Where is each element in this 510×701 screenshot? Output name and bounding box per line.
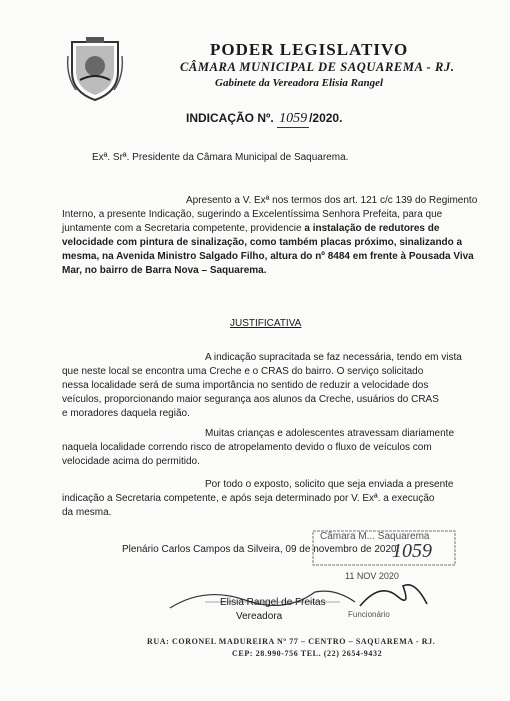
salutation: Exª. Srª. Presidente da Câmara Municipal de Saquarema. (92, 152, 349, 163)
body-bold: a instalação de redutores de (304, 223, 440, 234)
body-line: Mar, no bairro de Barra Nova – Saquarema. (62, 265, 267, 276)
justificativa-line: naquela localidade correndo risco de atropelamento devido o fluxo de veículos com (62, 442, 432, 453)
body-line: juntamente com a Secretaria competente, providencie a instalação de redutores de (62, 223, 440, 234)
justificativa-line: Muitas crianças e adolescentes atravessam diariamente (205, 428, 455, 439)
indicacao-handwritten-number: 1059 (279, 111, 308, 126)
body-line: Apresento a V. Exª nos termos dos art. 121 c/c 139 do Regimento (186, 195, 478, 206)
justificativa-line: A indicação supracitada se faz necessária, tendo em vista (205, 352, 462, 363)
signer-name: Elisia Rangel de Freitas (220, 597, 326, 608)
footer-contact: CEP: 28.990-756 TEL. (22) 2654-9432 (232, 649, 383, 658)
footer-address: RUA: CORONEL MADUREIRA Nº 77 – CENTRO – SAQUAREMA - RJ. (147, 637, 436, 646)
stamp-date: 11 NOV 2020 (345, 571, 399, 581)
justificativa-line: que neste local se encontra uma Creche e o CRAS do bairro. O serviço solicitado (62, 366, 424, 377)
body-line: mesma, na Avenida Ministro Salgado Filho, altura do nº 8484 em frente à Pousada Viva (62, 251, 474, 262)
place-date: Plenário Carlos Campos da Silveira, 09 de novembro de 2020. (122, 544, 400, 555)
justificativa-line: veículos, proporcionando maior segurança aos alunos da Creche, usuários do CRAS (62, 394, 439, 405)
indicacao-year: /2020. (309, 111, 343, 125)
body-line: velocidade com pintura de sinalização, como também placas próximo, sinalizando a (62, 237, 463, 248)
header-office: Gabinete da Vereadora Elisia Rangel (215, 77, 384, 89)
header-title: PODER LEGISLATIVO (210, 40, 409, 59)
justificativa-line: indicação a Secretaria competente, e após seja determinado por V. Exª. a execução (62, 493, 435, 504)
indicacao-number (186, 111, 342, 128)
body-line: Interno, a presente Indicação, sugerindo a Excelentíssima Senhora Prefeita, para que (62, 209, 443, 220)
justificativa-line: nessa localidade será de suma importância no sentido de reduzir a velocidade dos (62, 380, 429, 391)
justificativa-heading: JUSTIFICATIVA (230, 318, 302, 329)
stamp-label: Funcionário (348, 610, 390, 619)
signer-role: Vereadora (236, 611, 283, 622)
indicacao-prefix: INDICAÇÃO Nº. (186, 111, 274, 125)
header-subtitle: CÂMARA MUNICIPAL DE SAQUAREMA - RJ. (180, 60, 455, 74)
coat-of-arms-icon (66, 36, 124, 102)
justificativa-line: Por todo o exposto, solicito que seja enviada a presente (205, 479, 454, 490)
justificativa-line: e moradores daquela região. (62, 408, 190, 419)
stamp-text: Câmara M... Saquarema (320, 531, 430, 542)
justificativa-line: velocidade acima do permitido. (62, 456, 200, 467)
justificativa-line: da mesma. (62, 507, 112, 518)
stamp-number: 1059 (392, 540, 432, 562)
